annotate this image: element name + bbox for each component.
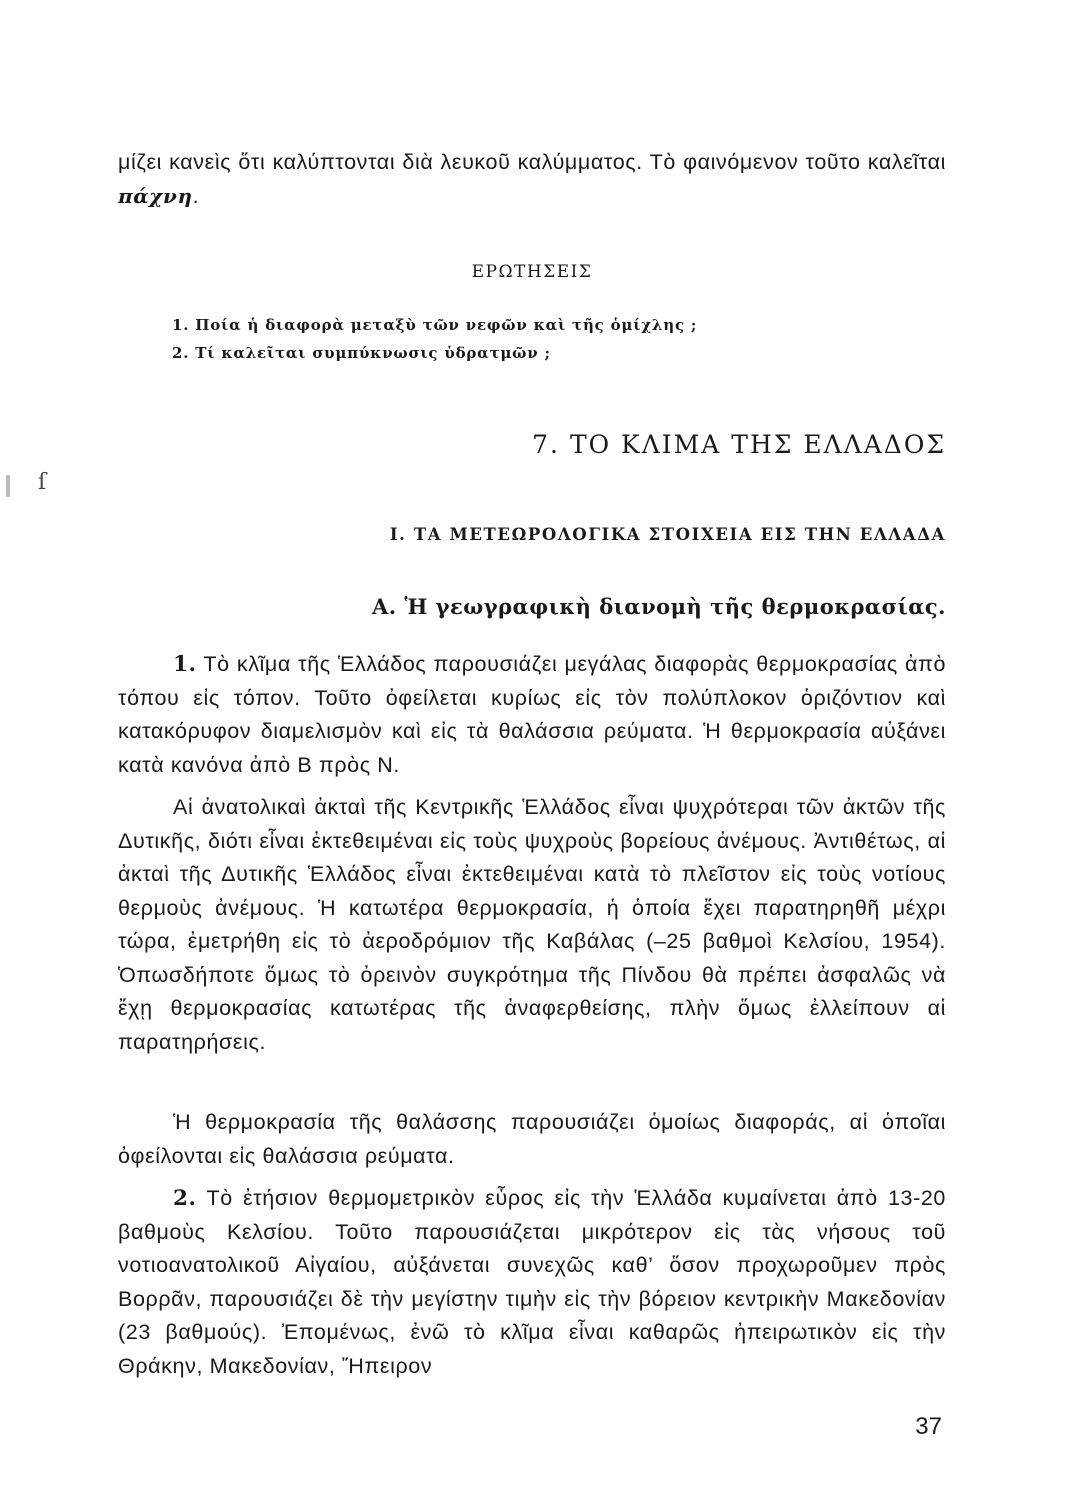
questions-heading: ΕΡΩΤΗΣΕΙΣ — [471, 262, 593, 282]
page-number: 37 — [915, 1413, 942, 1440]
paragraph-4-text: Τὸ ἐτήσιον θερμομετρικὸν εὖρος εἰς τὴν Ἑλλάδα κυμαίνεται ἀπὸ 13-20 βαθμοὺς Κελσίου. Τοῦτο παρουσιάζεται μικρότερον εἰς τὰς νήσους τοῦ νοτιοανατολικοῦ Αἰγαίου, αὐξάνεται συνεχῶς καθ’ ὅσον προχωροῦμεν πρὸς Βορρᾶν, παρουσιάζει δὲ τὴν μεγίστην τιμὴν εἰς τὴν βόρειον κεντρικὴν Μακεδονίαν (23 βαθμούς). Ἐπομένως, ἐνῶ τὸ κλῖμα εἶναι καθαρῶς ἠπειρωτικὸν εἰς τὴν Θράκην, Μακεδονίαν, Ἤπειρον — [118, 1186, 946, 1378]
paragraph-number: 2. — [173, 1186, 197, 1211]
paragraph-1 — [118, 648, 946, 782]
paragraph-3: Ἡ θερμοκρασία τῆς θαλάσσης παρουσιάζει ὁμοίως διαφοράς, αἱ ὁποῖαι ὀφείλονται εἰς θαλάσσια ρεύματα. — [118, 1110, 946, 1168]
intro-end: . — [192, 183, 200, 208]
intro-text: μίζει κανεὶς ὅτι καλύπτονται διὰ λευκοῦ καλύμματος. Τὸ φαινόμενον τοῦτο καλεῖται — [118, 150, 946, 174]
question-item-1: 1. Ποία ἡ διαφορὰ μεταξὺ τῶν νεφῶν καὶ τῆς ὁμίχλης ; — [172, 316, 698, 334]
paragraph-1-text: Τὸ κλῖμα τῆς Ἑλλάδος παρουσιάζει μεγάλας διαφορὰς θερμοκρασίας ἀπὸ τόπου εἰς τόπον. Τοῦτο ὀφείλεται κυρίως εἰς τὸν πολύπλοκον ὁριζόντιον καὶ κατακόρυφον διαμελισμὸν καὶ εἰς τὰ θαλάσσια ρεύματα. Ἡ θερμοκρασία αὐξάνει κατὰ κανόνα ἀπὸ Β πρὸς Ν. — [118, 652, 946, 777]
margin-mark: ſ — [38, 470, 47, 495]
chapter-title: 7. ΤΟ ΚΛΙΜΑ ΤΗΣ ΕΛΛΑΔΟΣ — [532, 430, 946, 459]
paragraph-number: 1. — [173, 652, 197, 677]
paragraph-4 — [118, 1182, 946, 1383]
question-item-2: 2. Τί καλεῖται συμπύκνωσις ὑδρατμῶν ; — [172, 344, 551, 362]
intro-paragraph — [118, 146, 946, 213]
term-pachni: πάχνη — [118, 183, 193, 208]
paragraph-2: Αἱ ἀνατολικαὶ ἀκταὶ τῆς Κεντρικῆς Ἑλλάδος εἶναι ψυχρότεραι τῶν ἀκτῶν τῆς Δυτικῆς, διότι εἶναι ἐκτεθειμέναι εἰς τοὺς ψυχροὺς βορείους ἀνέμους. Ἀντιθέτως, αἱ ἀκταὶ τῆς Δυτικῆς Ἑλλάδος εἶναι ἐκτεθειμέναι κατὰ τὸ πλεῖστον εἰς τοὺς νοτίους θερμοὺς ἀνέμους. Ἡ κατωτέρα θερμοκρασία, ἡ ὁποία ἔχει παρατηρηθῆ μέχρι τώρα, ἐμετρήθη εἰς τὸ ἀεροδρόμιον τῆς Καβάλας (–25 βαθμοὶ Κελσίου, 1954). Ὁπωσδήποτε ὅμως τὸ ὀρεινὸν συγκρότημα τῆς Πίνδου θὰ πρέπει ἀσφαλῶς νὰ ἔχῃ θερμοκρασίας κατωτέρας τῆς ἀναφερθείσης, πλὴν ὅμως ἐλλείπουν αἱ παρατηρήσεις. — [118, 795, 946, 1054]
section-title: Ι. ΤΑ ΜΕΤΕΩΡΟΛΟΓΙΚΑ ΣΤΟΙΧΕΙΑ ΕΙΣ ΤΗΝ ΕΛΛΑΔΑ — [389, 525, 946, 544]
subsection-title: Α. Ἡ γεωγραφικὴ διανομὴ τῆς θερμοκρασίας. — [371, 594, 946, 619]
scan-artifact — [6, 475, 10, 497]
